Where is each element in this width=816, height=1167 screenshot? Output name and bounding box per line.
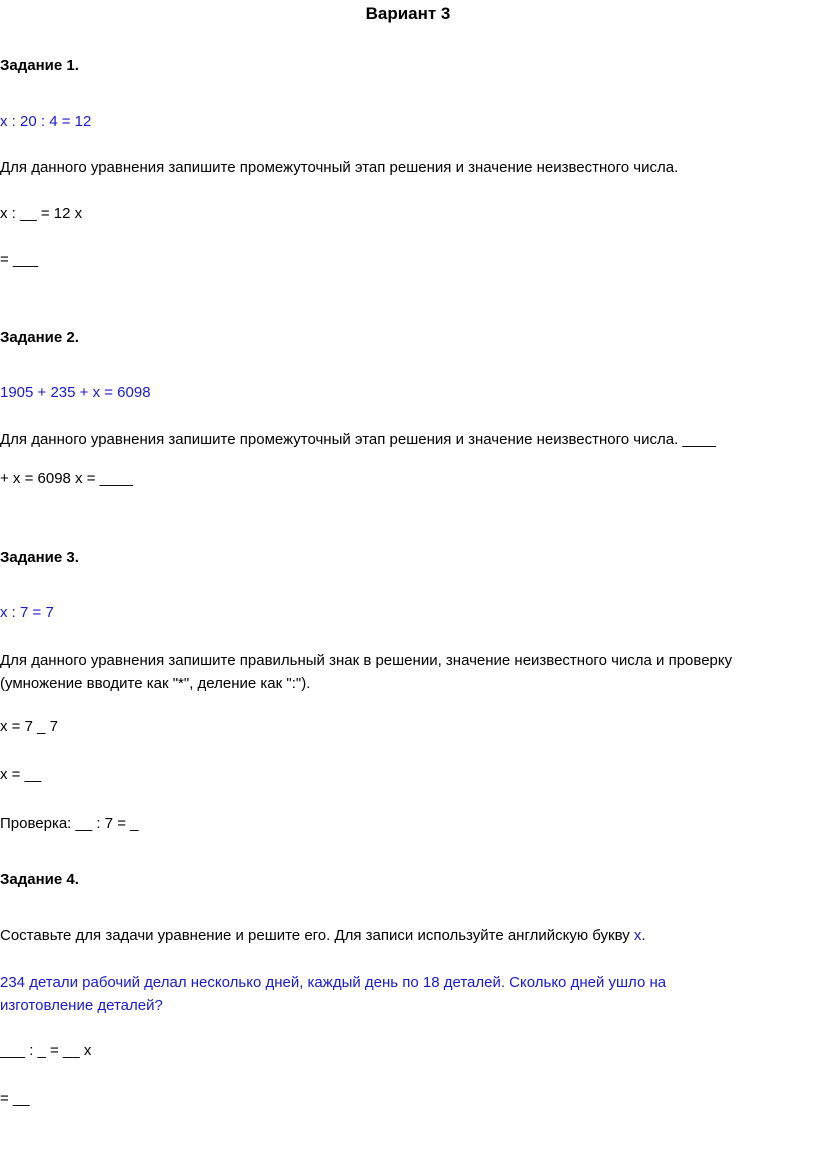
task-4-problem: 234 детали рабочий делал несколько дней, каждый день по 18 деталей. Сколько дней ушло на: [0, 974, 667, 991]
task-2-instruction: Для данного уравнения запишите промежуточный этап решения и значение неизвестного числа. ____: [0, 431, 716, 448]
task-1-answer-line: x : __ = 12 x: [0, 205, 83, 222]
task-1-heading: Задание 1.: [0, 57, 79, 74]
task-3-instruction: Для данного уравнения запишите правильный знак в решении, значение неизвестного числа и проверку: [0, 652, 733, 669]
task-1-answer-line: = ___: [0, 251, 38, 268]
task-1-equation: x : 20 : 4 = 12: [0, 113, 92, 130]
task-3-answer-line: x = 7 _ 7: [0, 718, 58, 735]
task-3-instruction: (умножение вводите как "*", деление как ":").: [0, 675, 311, 692]
task-4-problem: изготовление деталей?: [0, 997, 163, 1014]
task-4-answer-line: = __: [0, 1090, 30, 1107]
task-2-heading: Задание 2.: [0, 329, 79, 346]
task-4-instruction: [0, 925, 646, 947]
task-3-equation: x : 7 = 7: [0, 604, 54, 621]
task-1-instruction: Для данного уравнения запишите промежуточный этап решения и значение неизвестного числа.: [0, 159, 679, 176]
task-4-instruction-text: Составьте для задачи уравнение и решите его. Для записи используйте английскую букву: [0, 927, 634, 944]
task-3-check-line: Проверка: __ : 7 = _: [0, 815, 139, 832]
task-4-variable: x: [633, 927, 642, 944]
page-title: Вариант 3: [365, 4, 451, 23]
task-2-equation: 1905 + 235 + x = 6098: [0, 384, 151, 401]
task-4-instruction-end: .: [641, 927, 646, 944]
task-3-answer-line: x = __: [0, 766, 42, 783]
task-4-answer-line: ___ : _ = __ x: [0, 1042, 92, 1059]
task-2-answer-line: + x = 6098 x = ____: [0, 470, 134, 487]
task-4-heading: Задание 4.: [0, 871, 79, 888]
task-3-heading: Задание 3.: [0, 549, 79, 566]
